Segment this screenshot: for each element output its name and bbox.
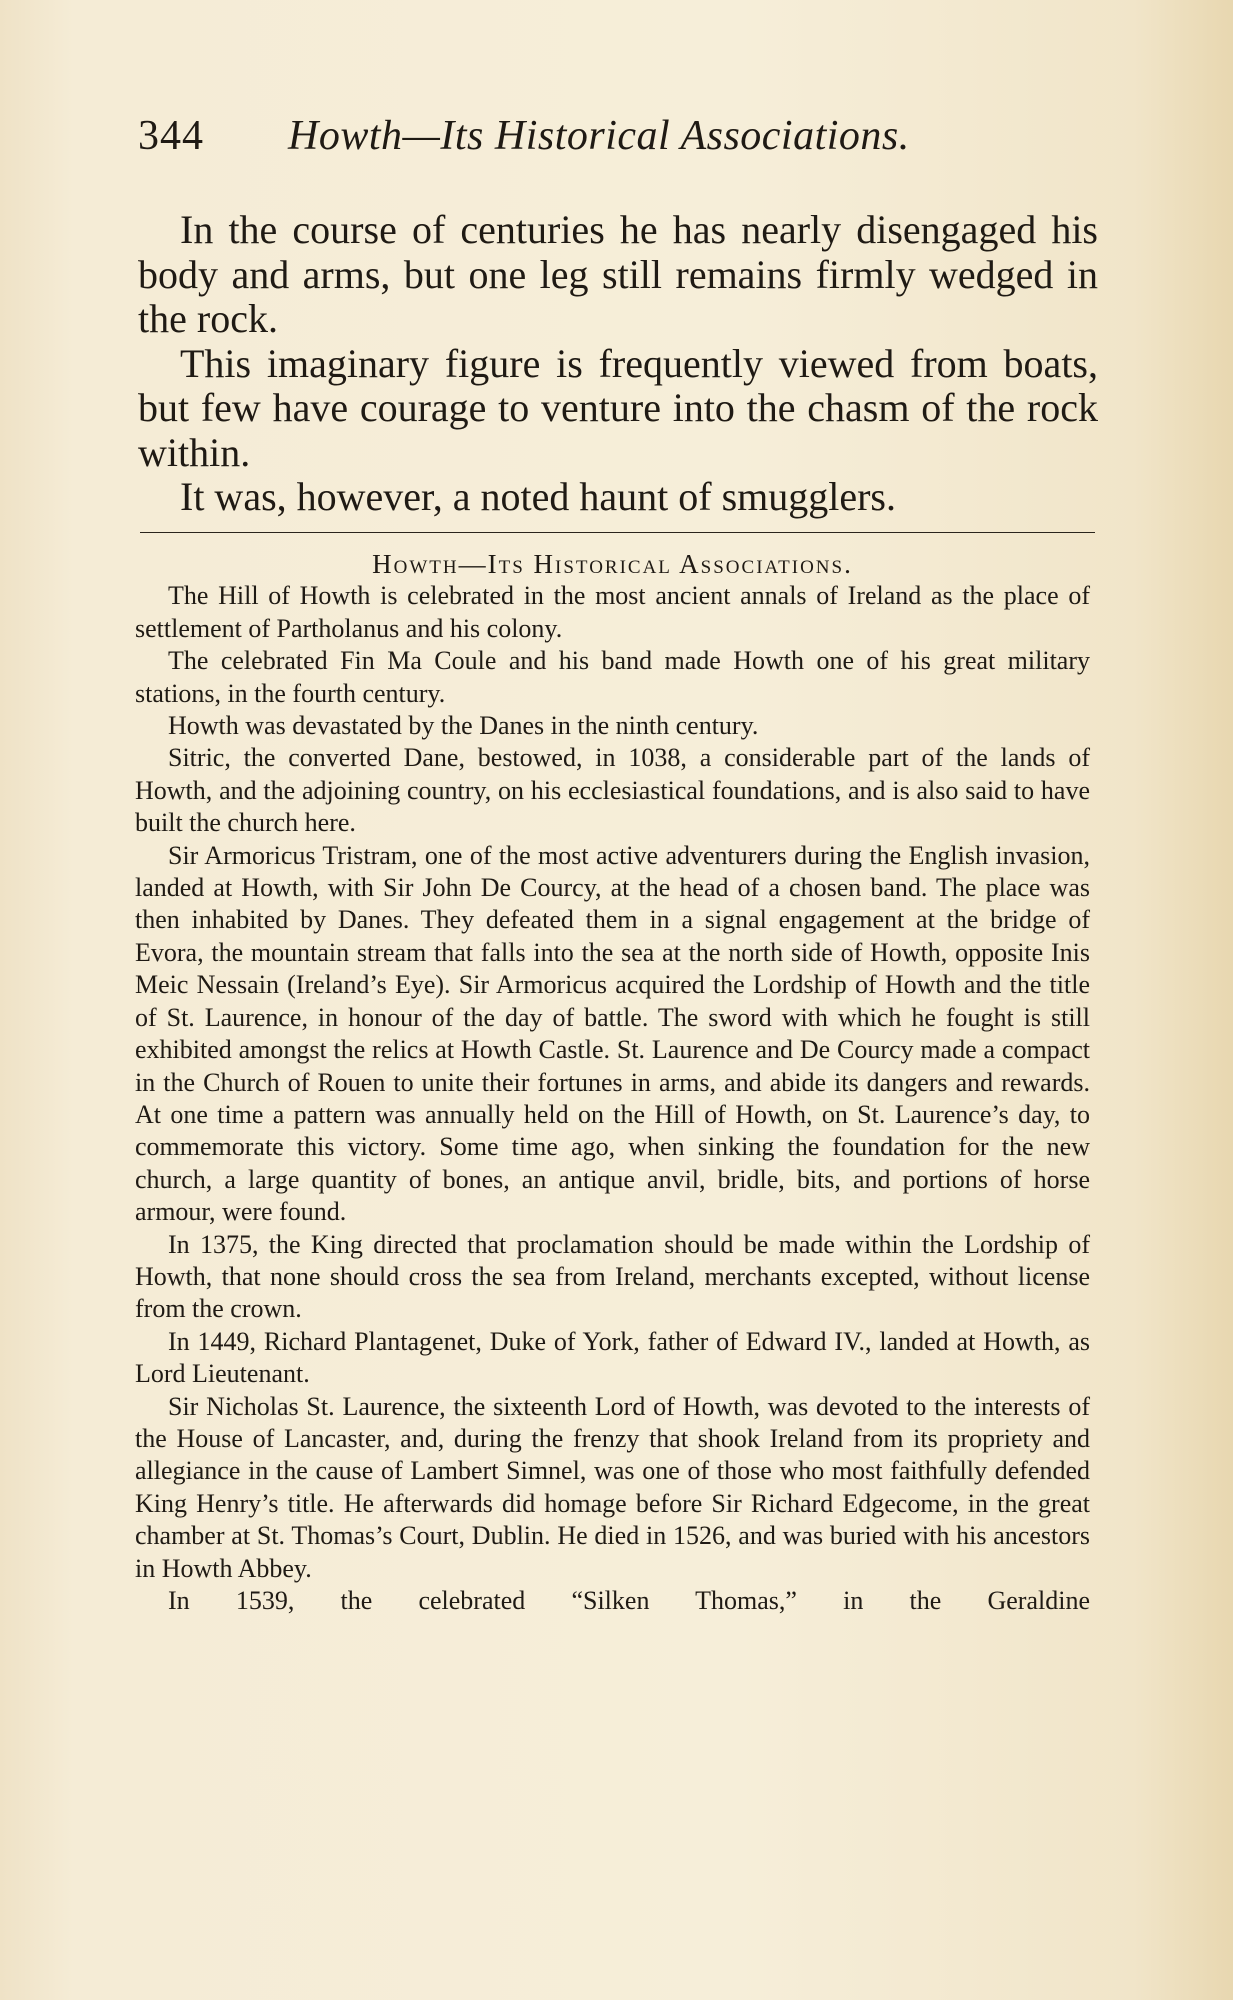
upper-body-text	[138, 208, 1098, 520]
running-title: Howth—Its Historical Associations.	[288, 113, 910, 159]
paragraph: The celebrated Fin Ma Coule and his band made Howth one of his great military stations, in the fourth century.	[135, 646, 1090, 708]
paragraph: The Hill of Howth is celebrated in the most ancient annals of Ireland as the place of settlement of Partholanus and his colony.	[135, 581, 1090, 643]
paragraph: Sitric, the converted Dane, bestowed, in 1038, a considerable part of the lands of Howth, and the adjoining country, on his ecclesiastical foundations, and is also said to have built the church here.	[135, 743, 1090, 838]
section-body	[135, 548, 1090, 1617]
paragraph: In 1539, the celebrated “Silken Thomas,” in the Geraldine	[168, 1586, 1090, 1615]
paragraph: In 1375, the King directed that proclamation should be made within the Lordship of Howth, that none should cross the sea from Ireland, merchants excepted, without license from the crown.	[135, 1229, 1090, 1324]
paragraph: In the course of centuries he has nearly disengaged his body and arms, but one leg still remains firmly wedged in the rock.	[138, 207, 1098, 341]
section-divider	[140, 532, 1095, 533]
page-number: 344	[138, 113, 204, 159]
paragraph: Sir Nicholas St. Laurence, the sixteenth Lord of Howth, was devoted to the interests of the House of Lancaster, and, during the frenzy that shook Ireland from its propriety and allegiance in the cause of Lambert Simnel, was one of those who most faithfully defended King Henry’s title. He afterwards did homage before Sir Richard Edgecome, in the great chamber at St. Thomas’s Court, Dublin. He died in 1526, and was buried with his ancestors in Howth Abbey.	[135, 1391, 1090, 1583]
section-title: Howth—Its Historical Associations.	[372, 549, 853, 579]
paragraph: In 1449, Richard Plantagenet, Duke of York, father of Edward IV., landed at Howth, as Lord Lieutenant.	[135, 1326, 1090, 1389]
paragraph: It was, however, a noted haunt of smugglers.	[180, 474, 896, 519]
paragraph: Howth was devastated by the Danes in the ninth century.	[168, 711, 759, 741]
page-header	[138, 112, 1098, 172]
paragraph: This imaginary figure is frequently viewed from boats, but few have courage to venture into the chasm of the rock within.	[138, 340, 1098, 475]
paragraph: Sir Armoricus Tristram, one of the most active adventurers during the English invasion, landed at Howth, with Sir John De Courcy, at the head of a chosen band. The place was then inhabited by Danes. They defeated them in a signal engagement at the bridge of Evora, the mountain stream that falls into the sea at the north side of Howth, opposite Inis Meic Nessain (Ireland’s Eye). Sir Armoricus acquired the Lordship of Howth and the title of St. Laurence, in honour of the day of battle. The sword with which he fought is still exhibited amongst the relics at Howth Castle. St. Laurence and De Courcy made a compact in the Church of Rouen to unite their fortunes in arms, and abide its dangers and rewards. At one time a pattern was annually held on the Hill of Howth, on St. Laurence’s day, to commemorate this victory. Some time ago, when sinking the foundation for the new church, a large quantity of bones, an antique anvil, bridle, bits, and portions of horse armour, were found.	[135, 840, 1090, 1227]
